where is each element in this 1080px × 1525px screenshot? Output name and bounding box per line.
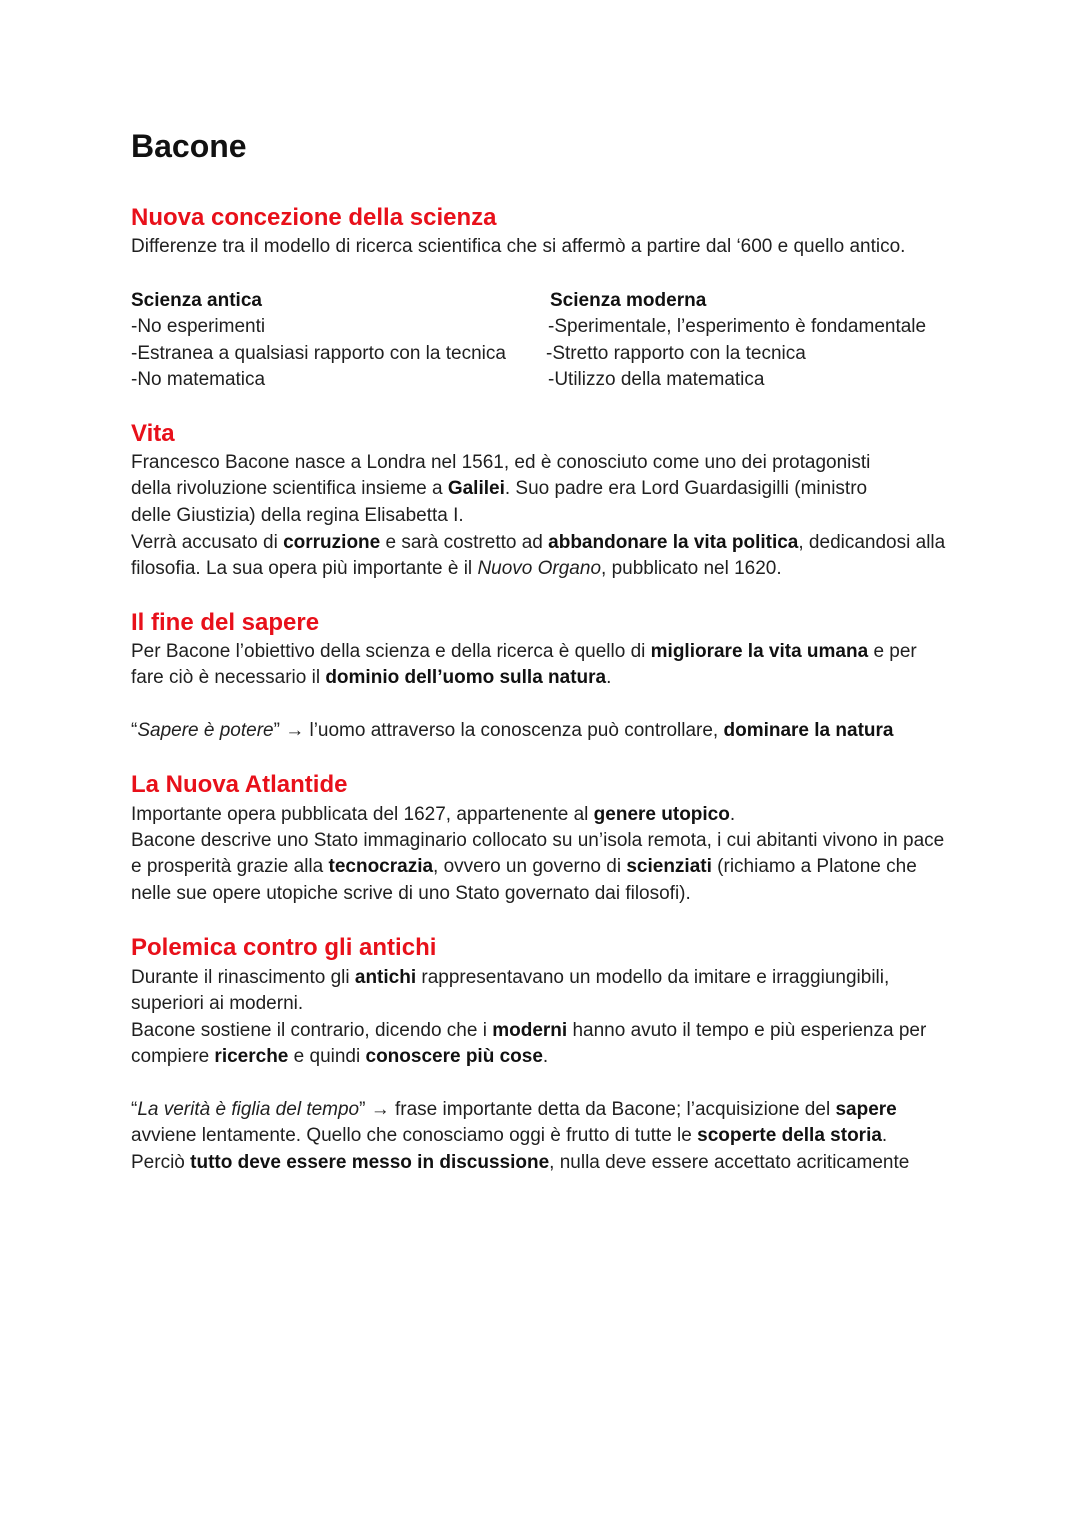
vita-paragraph-2: Verrà accusato di corruzione e sarà costretto ad abbandonare la vita politica, dedicandosi alla filosofia. La sua opera più importante è il Nuovo Organo, pubblicato nel 1620.: [131, 532, 946, 580]
italic-text: Sapere è potere: [137, 720, 274, 741]
bold-text: genere utopico: [593, 804, 730, 825]
polemica-paragraph-2: Bacone sostiene il contrario, dicendo che i moderni hanno avuto il tempo e più esperienza per compiere ricerche e quindi conoscere più cose.: [131, 1020, 927, 1068]
heading-nuova-concezione: Nuova concezione della scienza: [131, 204, 497, 231]
bold-text: dominare la natura: [723, 720, 894, 741]
bold-text: dominio dell’uomo sulla natura: [325, 667, 607, 689]
document-title: Bacone: [131, 128, 247, 164]
bold-text: Galilei: [447, 478, 505, 500]
list-item: -Estranea a qualsiasi rapporto con la tecnica: [131, 342, 506, 364]
bold-text: scienziati: [626, 856, 712, 878]
bold-text: sapere: [835, 1099, 897, 1120]
fine-sapere-paragraph: Per Bacone l’obiettivo della scienza e della ricerca è quello di migliorare la vita umana e per fare ciò è necessario il dominio dell’uomo sulla natura.: [131, 641, 917, 689]
heading-fine-sapere: Il fine del sapere: [131, 609, 320, 636]
scienza-antica-column: [131, 288, 506, 394]
vita-paragraph-1: Francesco Bacone nasce a Londra nel 1561, ed è conosciuto come uno dei protagonisti della rivoluzione scientifica insieme a Galilei. Suo padre era Lord Guardasigilli (ministro delle Giustizia) della regina Elisabetta I.: [131, 452, 871, 526]
intro-paragraph: Differenze tra il modello di ricerca scientifica che si affermò a partire dal ‘600 e quello antico.: [131, 236, 906, 257]
verita-quote: “La verità è figlia del tempo” → frase importante detta da Bacone; l’acquisizione del sapere avviene lentamente. Quello che conosciamo oggi è frutto di tutte le scoperte della storia. Perciò tutto deve essere messo in discussione, nulla deve essere accettato acriticamente: [131, 1099, 910, 1173]
polemica-paragraph-1: Durante il rinascimento gli antichi rappresentavano un modello da imitare e irraggiungibili, superiori ai moderni.: [131, 967, 890, 1015]
atlantide-paragraph-1: Importante opera pubblicata del 1627, appartenente al genere utopico.: [131, 804, 736, 825]
scienza-moderna-heading: Scienza moderna: [550, 290, 707, 311]
scienza-antica-heading: Scienza antica: [131, 290, 262, 311]
list-item: -Sperimentale, l’esperimento è fondamentale: [548, 316, 927, 338]
bold-text: moderni: [492, 1020, 568, 1041]
list-item: -Stretto rapporto con la tecnica: [546, 342, 806, 364]
bold-text: migliorare la vita umana: [650, 641, 869, 662]
bold-text: ricerche: [214, 1046, 289, 1068]
atlantide-paragraph-2: Bacone descrive uno Stato immaginario collocato su un’isola remota, i cui abitanti vivono in pace e prosperità grazie alla tecnocrazia, ovvero un governo di scienziati (richiamo a Platone che nelle sue opere utopiche scrive di uno Stato governato dai filosofi).: [131, 830, 945, 904]
list-item: -No matematica: [131, 369, 266, 391]
bold-text: conoscere più cose: [365, 1046, 543, 1068]
list-item: -No esperimenti: [131, 316, 266, 338]
heading-vita: Vita: [131, 420, 175, 447]
list-item: -Utilizzo della matematica: [548, 369, 765, 391]
bold-text: antichi: [354, 967, 417, 988]
bold-text: scoperte della storia: [697, 1125, 882, 1147]
sapere-potere-quote: “Sapere è potere” → l’uomo attraverso la conoscenza può controllare, dominare la natura: [131, 720, 894, 741]
bold-text: tecnocrazia: [328, 856, 434, 878]
bold-text: corruzione: [283, 532, 381, 553]
scienza-moderna-column: [548, 288, 926, 394]
heading-polemica: Polemica contro gli antichi: [131, 934, 437, 961]
bold-text: tutto deve essere messo in discussione: [190, 1151, 550, 1173]
italic-text: Nuovo Organo: [477, 558, 602, 580]
italic-text: La verità è figlia del tempo: [137, 1099, 360, 1120]
bold-text: abbandonare la vita politica: [548, 532, 799, 553]
heading-nuova-atlantide: La Nuova Atlantide: [131, 771, 348, 798]
